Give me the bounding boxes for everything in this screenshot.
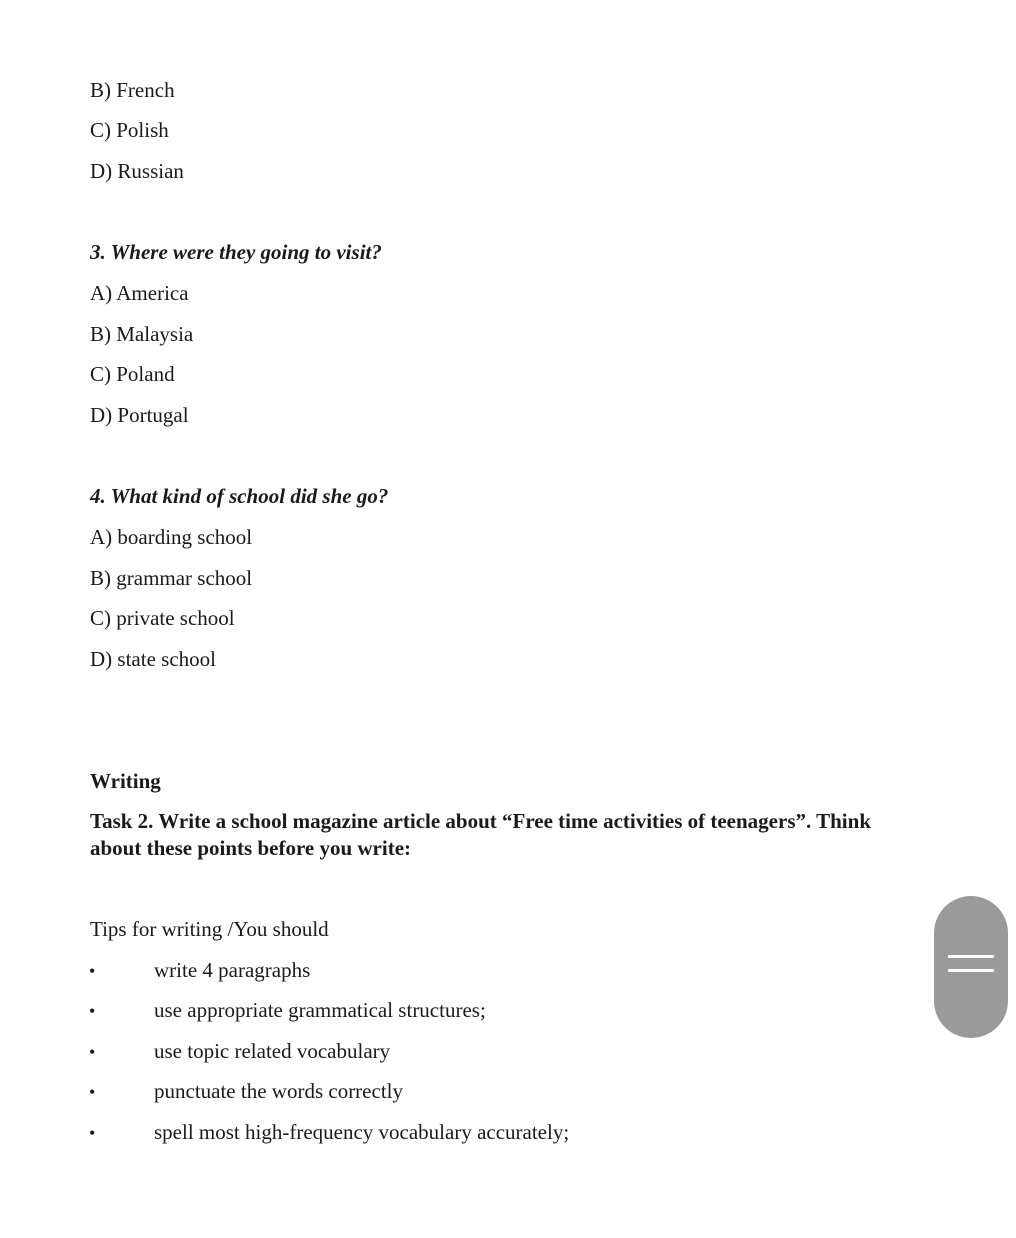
tip-item: spell most high-frequency vocabulary accurately;: [154, 1120, 570, 1144]
bullet-icon: •: [89, 961, 96, 981]
scroll-handle[interactable]: [934, 896, 1008, 1038]
grip-line-icon: [948, 955, 994, 958]
q2-option-b: B) French: [90, 78, 175, 102]
tip-item: use appropriate grammatical structures;: [154, 998, 486, 1022]
question-3-text: 3. Where were they going to visit?: [90, 240, 382, 264]
q2-option-c: C) Polish: [90, 118, 169, 142]
q3-option-c: C) Poland: [90, 362, 175, 386]
question-4-text: 4. What kind of school did she go?: [90, 484, 389, 508]
q4-option-a: A) boarding school: [90, 525, 253, 549]
q3-option-d: D) Portugal: [90, 403, 189, 427]
tip-item: use topic related vocabulary: [154, 1039, 391, 1063]
q4-option-d: D) state school: [90, 647, 216, 671]
tips-intro: Tips for writing /You should: [90, 917, 329, 941]
q4-option-c: C) private school: [90, 606, 235, 630]
bullet-icon: •: [89, 1082, 96, 1102]
bullet-icon: •: [89, 1001, 96, 1021]
writing-heading: Writing: [90, 769, 161, 793]
q4-option-b: B) grammar school: [90, 566, 253, 590]
tip-item: punctuate the words correctly: [154, 1079, 403, 1103]
tip-item: write 4 paragraphs: [154, 958, 311, 982]
grip-line-icon: [948, 969, 994, 972]
bullet-icon: •: [89, 1042, 96, 1062]
q3-option-a: A) America: [90, 281, 189, 305]
writing-task: Task 2. Write a school magazine article about “Free time activities of teenagers”. Think about these points before you write:: [90, 809, 871, 860]
q2-option-d: D) Russian: [90, 159, 184, 183]
bullet-icon: •: [89, 1123, 96, 1143]
q3-option-b: B) Malaysia: [90, 322, 194, 346]
